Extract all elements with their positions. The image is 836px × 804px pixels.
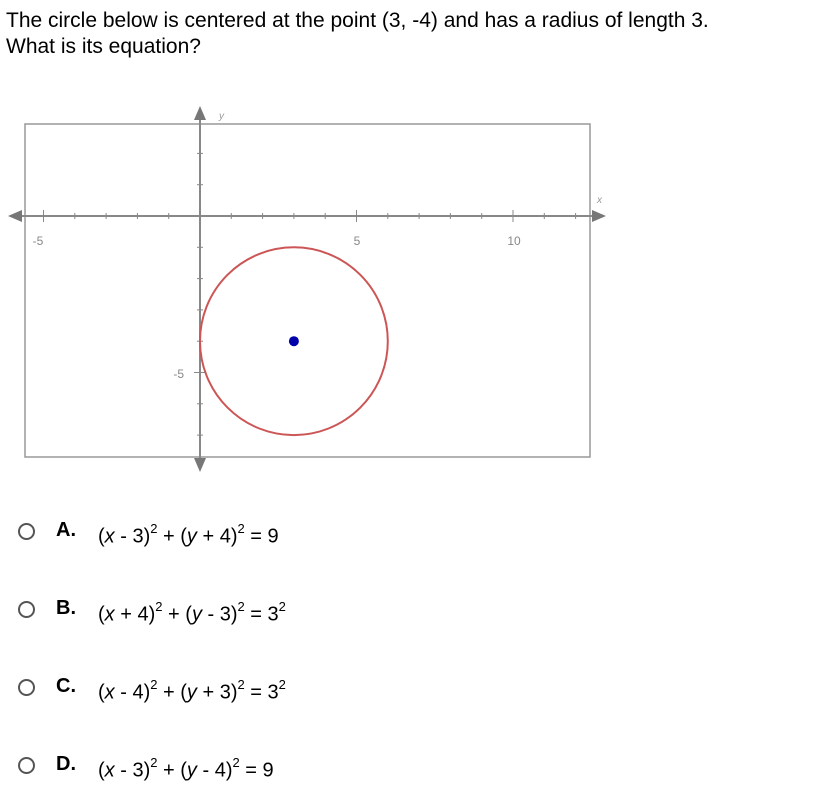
choice-expression: $(x - 4)^2 + (y + 3)^2 = 3^2$ [98,677,286,704]
radio-button[interactable] [18,757,35,774]
choice-expression: (x - 3)$^2$ + (y - 4)$^2$ = 9 [98,755,274,782]
x-tick-label: 5 [353,234,361,248]
question-line-1: The circle below is centered at the point (3, -4) and has a radius of length 3. [6,9,709,32]
choice-c[interactable] [18,671,438,711]
x-tick-label: 10 [507,234,521,248]
choice-expression: $(x - 3)^2 + (y + 4)^2 = 9$ [98,521,279,548]
choice-letter: C. [56,675,76,697]
x-tick-label: -5 [32,234,44,248]
choice-a[interactable] [18,515,438,555]
plot-frame [25,124,590,457]
choice-b[interactable] [18,593,438,633]
coordinate-graph [0,100,620,480]
choice-d[interactable] [18,749,438,789]
choice-letter: A. [56,519,76,541]
center-point [289,336,299,346]
question-line-2: What is its equation? [6,35,201,58]
radio-button[interactable] [18,679,35,696]
question-text [6,8,832,60]
x-axis-right-arrow [592,210,606,222]
choice-expression: $(x + 4)^2 + (y - 3)^2 = 3^2$ [98,599,286,626]
y-tick-label: -5 [173,367,184,381]
radio-button[interactable] [18,523,35,540]
radio-button[interactable] [18,601,35,618]
y-axis-down-arrow [194,458,206,472]
x-axis-label: x [597,195,602,206]
choice-letter: D. [56,753,76,775]
y-axis-up-arrow [194,106,206,120]
x-axis-left-arrow [8,210,22,222]
choice-letter: B. [56,597,76,619]
y-axis-label: y [219,111,224,122]
